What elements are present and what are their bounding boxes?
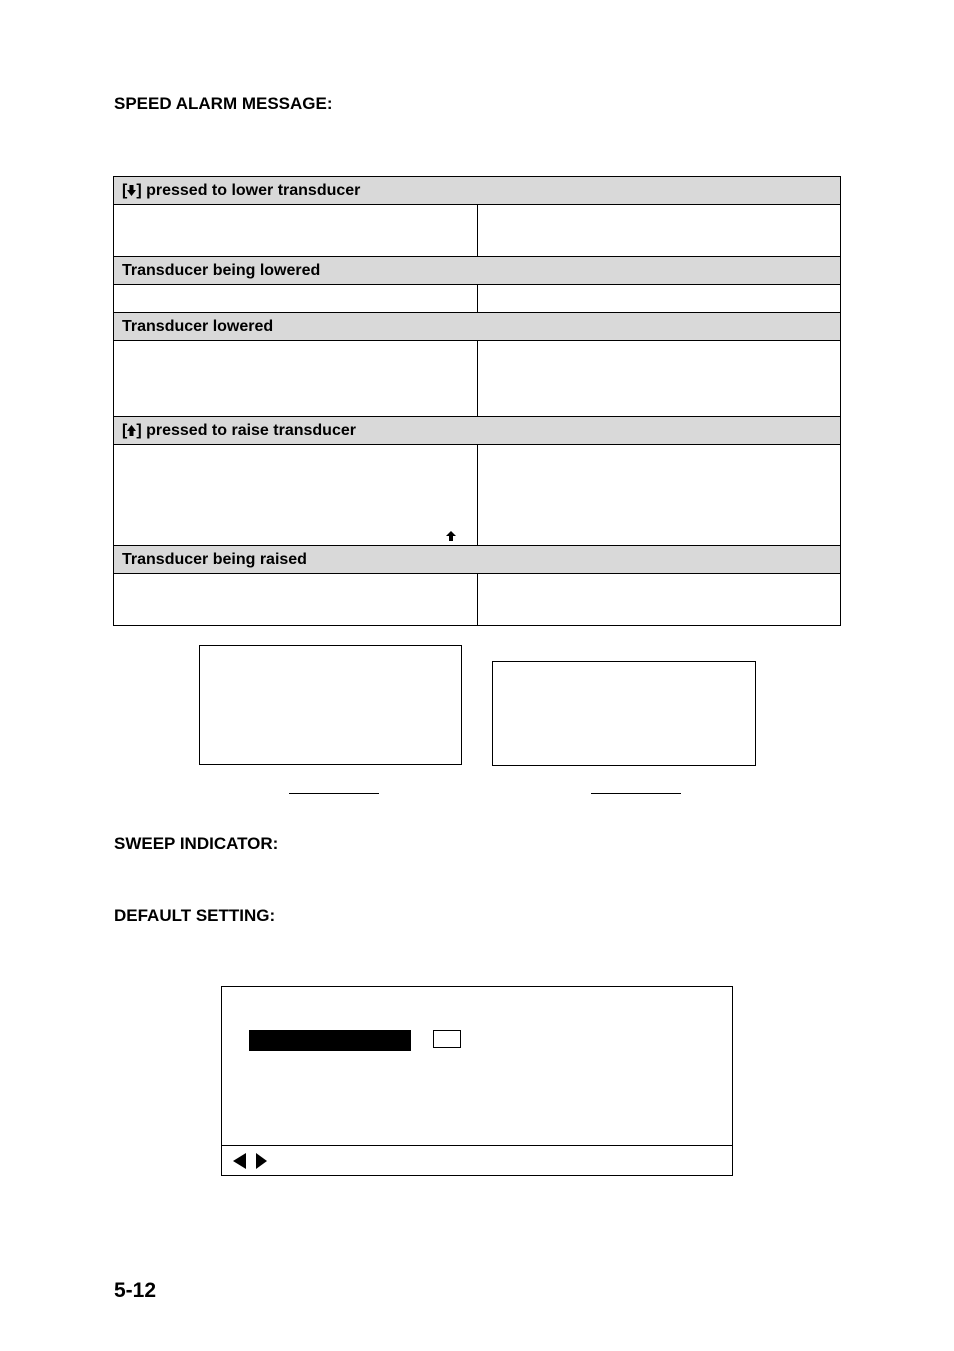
table-cell: [477, 574, 841, 626]
up-arrow-icon: [127, 425, 136, 436]
table-cell: [114, 285, 478, 313]
table-section-header: [114, 417, 841, 445]
display-box-left: [199, 645, 462, 765]
page-number: 5-12: [114, 1279, 157, 1302]
menu-guide-bar: [222, 1145, 732, 1175]
selected-menu-item[interactable]: [249, 1030, 411, 1051]
table-section-header: Transducer being lowered: [114, 257, 841, 285]
display-box-right: [492, 661, 756, 766]
table-cell: [477, 445, 841, 546]
default-setting-heading: DEFAULT SETTING:: [114, 906, 276, 925]
sweep-indicator-heading: SWEEP INDICATOR:: [114, 834, 279, 853]
right-triangle-icon: [256, 1153, 267, 1169]
table-cell: [114, 205, 478, 257]
speed-alarm-heading: SPEED ALARM MESSAGE:: [114, 94, 333, 113]
left-triangle-icon: [233, 1153, 246, 1169]
table-cell: [477, 285, 841, 313]
table-cell: [114, 341, 478, 417]
down-arrow-icon: [127, 185, 136, 196]
up-arrow-icon: [446, 528, 456, 538]
table-cell: [114, 445, 478, 546]
bracket-open: [: [122, 182, 128, 199]
option-box[interactable]: [433, 1030, 461, 1048]
caption-underline-right: [591, 793, 681, 794]
table-section-header: Transducer lowered: [114, 313, 841, 341]
caption-underline-left: [289, 793, 379, 794]
section-label: ] pressed to raise transducer: [136, 422, 356, 439]
table-cell: [114, 574, 478, 626]
table-section-header: Transducer being raised: [114, 546, 841, 574]
table-section-header: [114, 177, 841, 205]
bracket-open: [: [122, 422, 128, 439]
section-label: ] pressed to lower transducer: [136, 182, 361, 199]
default-setting-menu: [221, 986, 733, 1176]
table-cell: [477, 341, 841, 417]
table-cell: [477, 205, 841, 257]
transducer-status-table: [113, 176, 841, 626]
